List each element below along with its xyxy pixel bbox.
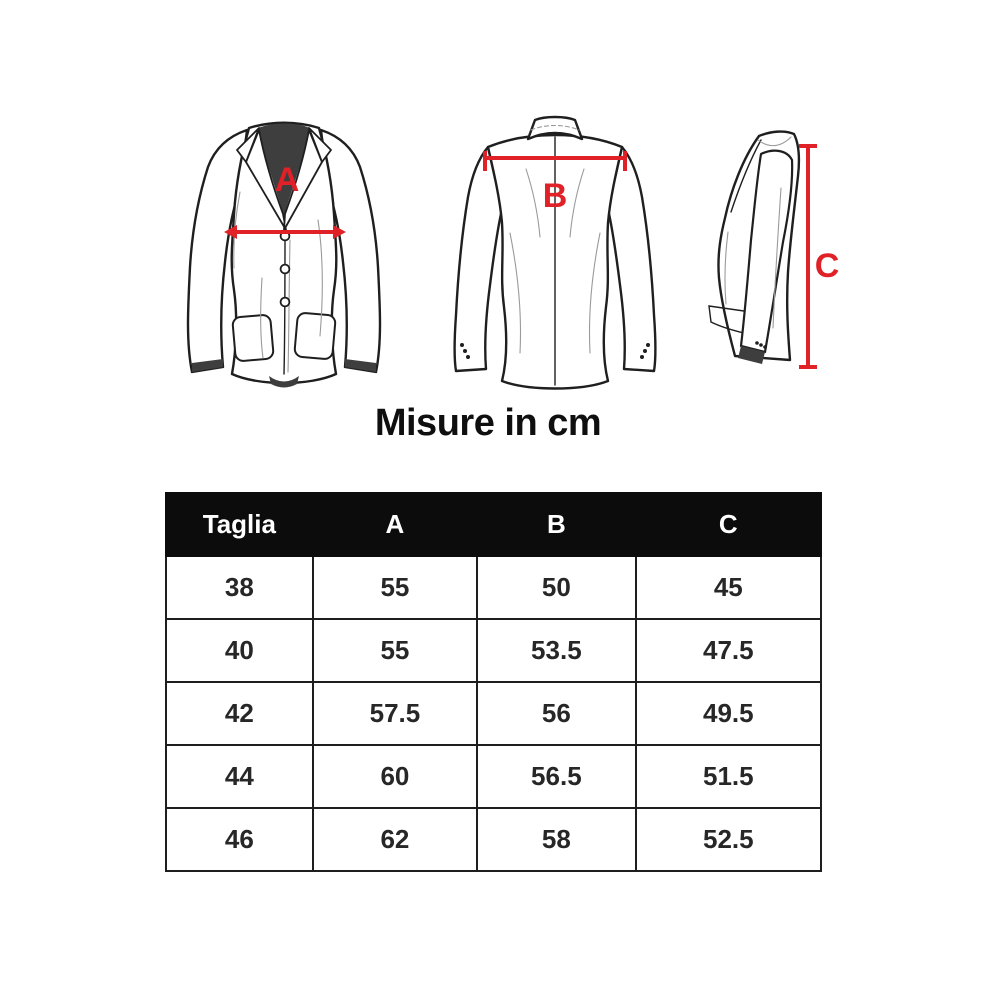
- size-cell: 44: [166, 745, 313, 808]
- size-cell: 40: [166, 619, 313, 682]
- measurement-label-a: A: [274, 161, 300, 199]
- jacket-side-view: [695, 128, 860, 396]
- table-row: [166, 745, 821, 808]
- measure-cell: 62: [313, 808, 477, 871]
- table-row: [166, 682, 821, 745]
- measure-cell: 60: [313, 745, 477, 808]
- measure-cell: 58: [477, 808, 636, 871]
- measure-cell: 53.5: [477, 619, 636, 682]
- size-cell: 42: [166, 682, 313, 745]
- measure-cell: 50: [477, 556, 636, 619]
- page-title: Misure in cm: [374, 402, 602, 444]
- measure-cell: 57.5: [313, 682, 477, 745]
- table-row: [166, 619, 821, 682]
- measure-cell: 45: [636, 556, 821, 619]
- measurement-label-b: B: [542, 177, 568, 215]
- column-header-b: B: [477, 493, 636, 556]
- measure-cell: 51.5: [636, 745, 821, 808]
- column-header-c: C: [636, 493, 821, 556]
- column-header-taglia: Taglia: [166, 493, 313, 556]
- measure-cell: 56: [477, 682, 636, 745]
- measure-cell: 55: [313, 556, 477, 619]
- size-cell: 46: [166, 808, 313, 871]
- jacket-back-illustration: [438, 113, 672, 398]
- size-cell: 38: [166, 556, 313, 619]
- table-header-row: [166, 493, 821, 556]
- jacket-front-illustration: [168, 110, 400, 398]
- measure-cell: 56.5: [477, 745, 636, 808]
- measurement-label-c: C: [814, 247, 840, 285]
- measure-cell: 49.5: [636, 682, 821, 745]
- measure-cell: 52.5: [636, 808, 821, 871]
- table-row: [166, 556, 821, 619]
- size-table: [165, 492, 822, 872]
- measure-cell: 55: [313, 619, 477, 682]
- jacket-front-view: [168, 110, 400, 398]
- jacket-back-view: [438, 113, 672, 398]
- measure-cell: 47.5: [636, 619, 821, 682]
- table-row: [166, 808, 821, 871]
- column-header-a: A: [313, 493, 477, 556]
- jacket-side-illustration: [695, 128, 860, 396]
